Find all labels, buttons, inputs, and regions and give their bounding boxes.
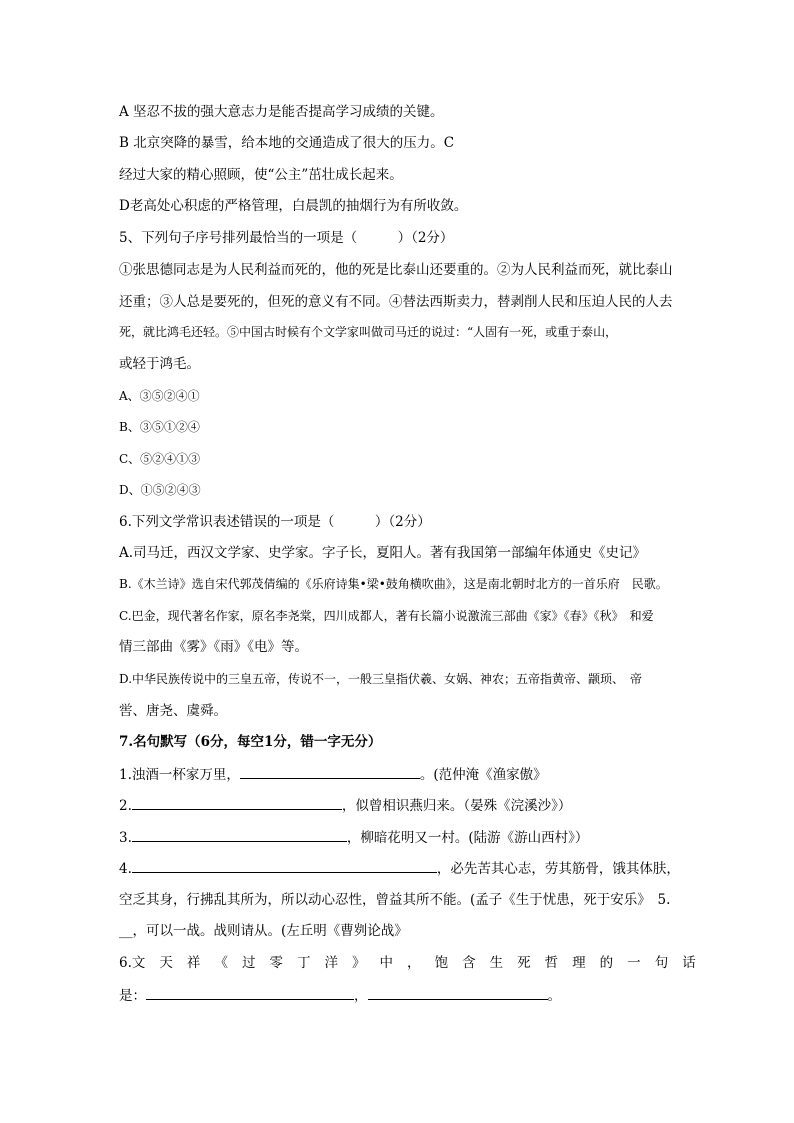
- q7-item6-char: 哲: [544, 955, 559, 971]
- q7-item6-char: 的: [599, 955, 614, 971]
- q7-heading: 7.名句默写（6分，每空1分，错一字无分）: [119, 734, 382, 750]
- q7-item6-char: 话: [682, 955, 696, 971]
- q7-item2-prefix: 2.: [119, 798, 132, 814]
- q6-option-d-line2: 喾、唐尧、虞舜。: [119, 703, 227, 719]
- q5-text-line4: 或轻于鸿毛。: [119, 356, 200, 372]
- q7-item1: [119, 764, 547, 785]
- q7-item6-char: 祥: [186, 955, 201, 971]
- q6-option-d-line1: D.中华民族传说中的三皇五帝，传说不一，一般三皇指伏羲、女娲、神农；五帝指黄帝、颛顼、 帝: [119, 672, 643, 686]
- q7-item1-suffix: 。(范仲淹《渔家傲》: [419, 767, 547, 783]
- q5-text-line3: 死，就比鸿毛还轻。⑤中国古时候有个文学家叫做司马迁的说过：“人固有一死，或重于泰山，: [119, 325, 618, 339]
- q5-option-a: A、③⑤②④①: [119, 389, 200, 403]
- q7-item6-char: 饱: [434, 955, 449, 971]
- q7-item6-char: 句: [654, 955, 669, 971]
- answer-blank-6b[interactable]: [368, 985, 548, 1000]
- q7-item6-char: 死: [517, 955, 531, 971]
- q7-item4-suffix: ，必先苦其心志，劳其筋骨，饿其体肤，: [436, 861, 680, 877]
- q7-item6-char: 丁: [296, 955, 311, 971]
- q4-option-b: B 北京突降的暴雪，给本地的交通造成了很大的压力。C: [119, 135, 455, 151]
- q7-item5: __，可以一战。战则请从。(左丘明《曹刿论战》: [119, 923, 408, 939]
- q6-option-b: B.《木兰诗》选自宋代郭茂倩编的《乐府诗集•梁•鼓角横吹曲》，这是南北朝时北方的一首乐府 民歌。: [119, 577, 668, 591]
- q7-item6-char: 》: [352, 955, 366, 971]
- q7-item6-separator: ，: [354, 988, 368, 1004]
- q7-item4-prefix: 4.: [119, 861, 132, 877]
- q7-item6-char: 中: [379, 955, 394, 971]
- q7-item2: [119, 795, 571, 816]
- answer-blank-3[interactable]: [132, 827, 347, 842]
- q7-item6-char: 6.文: [119, 955, 146, 971]
- q5-option-c: C、⑤②④①③: [119, 452, 201, 466]
- q7-item3-prefix: 3.: [119, 830, 132, 846]
- q6-option-c-line1: C.巴金，现代著名作家，原名李尧棠，四川成都人，著有长篇小说激流三部曲《家》《春》《秋》 和爱: [119, 609, 654, 623]
- q7-item2-suffix: ，似曾相识燕归来。（晏殊《浣溪沙》）: [341, 798, 572, 814]
- q5-text-line2: 还重；③人总是要死的，但死的意义有不同。④替法西斯卖力，替剥削人民和压迫人民的人去: [119, 294, 673, 310]
- answer-blank-1[interactable]: [240, 764, 420, 779]
- q6-stem: 6.下列文学常识表述错误的一项是（ ）（2分）: [119, 514, 431, 530]
- q7-item6-char: 生: [489, 955, 504, 971]
- q7-item6-char: 理: [572, 955, 586, 971]
- q7-item6-char: 《: [214, 955, 228, 971]
- q7-item6-line1: [119, 953, 696, 973]
- q7-item6-char: 天: [159, 955, 173, 971]
- q7-item6-char: 洋: [324, 955, 338, 971]
- q7-item6-prefix: 是：: [119, 988, 146, 1004]
- q4-option-a: A 坚忍不拔的强大意志力是能否提高学习成绩的关键。: [119, 104, 444, 120]
- q5-option-d: D、①⑤②④③: [119, 483, 201, 497]
- answer-blank-2[interactable]: [132, 795, 342, 810]
- q5-stem: 5、下列句子序号排列最恰当的一项是（ ）（2分）: [119, 230, 454, 246]
- answer-blank-4[interactable]: [132, 858, 437, 873]
- q7-item1-prefix: 1.浊酒一杯家万里，: [119, 767, 240, 783]
- q7-item6-char: ，: [407, 955, 421, 971]
- q7-item3-suffix: ，柳暗花明又一村。(陆游《游山西村》）: [346, 830, 589, 846]
- q7-item3: [119, 827, 588, 848]
- q6-option-c-line2: 情三部曲《雾》《雨》《电》等。: [119, 639, 308, 655]
- q7-item4: [119, 858, 680, 879]
- q5-text-line1: ①张思德同志是为人民利益而死的，他的死是比泰山还要重的。②为人民利益而死，就比泰山: [119, 262, 673, 278]
- q7-item6-char: 含: [462, 955, 476, 971]
- q7-item6-char: 零: [269, 955, 283, 971]
- q7-item4-line2: 空乏其身，行拂乱其所为，所以动心忍性，曾益其所不能。(孟子《生于忧患，死于安乐》 5.: [119, 892, 671, 908]
- answer-blank-6a[interactable]: [146, 985, 354, 1000]
- q4-option-d: D老高处心积虑的严格管理，白晨凯的抽烟行为有所收敛。: [119, 198, 468, 214]
- q5-option-b: B、③⑤①②④: [119, 420, 200, 434]
- q4-option-c: 经过大家的精心照顾，使“公主”茁壮成长起来。: [119, 167, 403, 183]
- q7-item6-char: 过: [241, 955, 256, 971]
- q7-item6-suffix: 。: [547, 988, 561, 1004]
- q7-item6-char: 一: [627, 955, 641, 971]
- q7-item6-line2: [119, 985, 561, 1006]
- q6-option-a: A.司马迁，西汉文学家、史学家。字子长，夏阳人。著有我国第一部编年体通史《史记》: [119, 545, 647, 561]
